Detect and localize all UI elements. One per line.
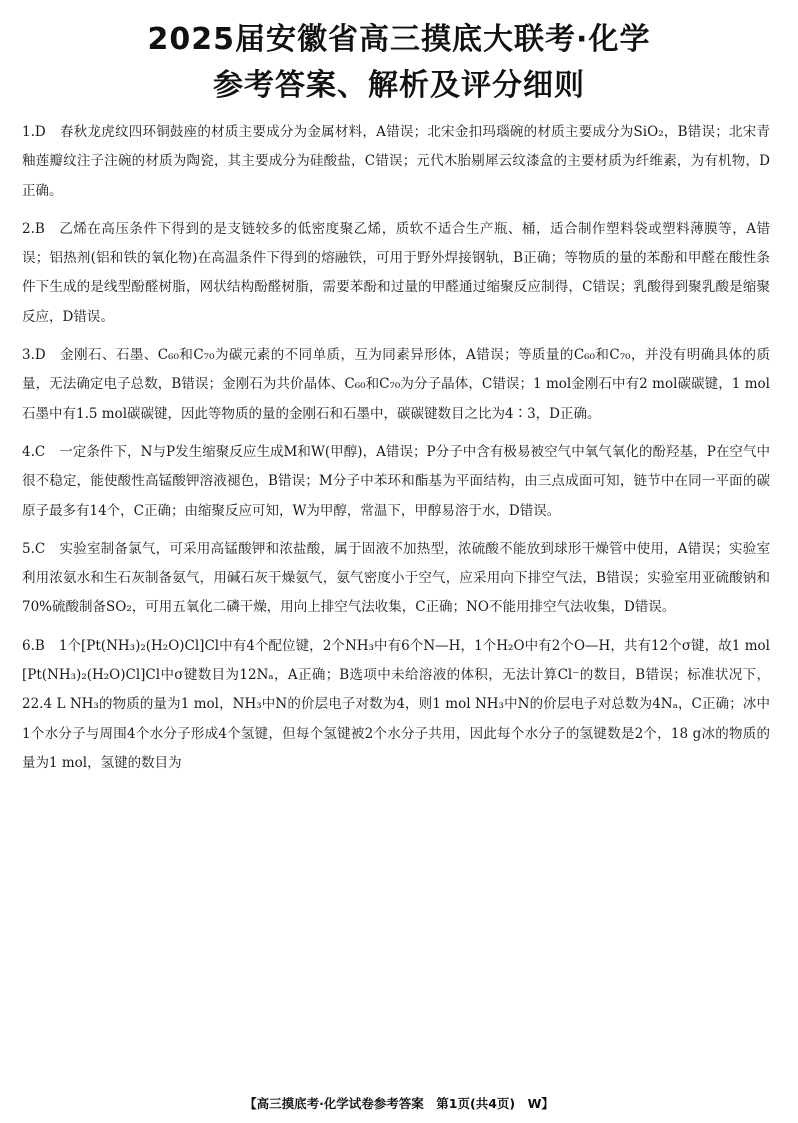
answer-item: [22, 438, 770, 526]
answer-number: 1.D: [22, 124, 46, 140]
answer-item: [22, 341, 770, 429]
answer-item: [22, 535, 770, 623]
answer-number: 4.C: [22, 443, 46, 460]
page-footer: 【高三摸底考·化学试卷参考答案 第1页(共4页) W】: [244, 1096, 554, 1111]
answer-explanation: 一定条件下，N与P发生缩聚反应生成M和W(甲醇)，A错误；P分子中含有极易被空气中氧气氧化的酚羟基，P在空气中很不稳定，能使酸性高锰酸钾溶液褪色，B错误；M分子中苯环和酯基为平面结构，由三点成面可知，链节中在同一平面的碳原子最多有14个，C正确；由缩聚反应可知，W为甲醇，常温下，甲醇易溶于水，D错误。: [22, 443, 770, 519]
answer-list: [22, 118, 770, 787]
answer-item: [22, 632, 770, 778]
answer-explanation: 乙烯在高压条件下得到的是支链较多的低密度聚乙烯，质软不适合生产瓶、桶，适合制作塑料袋或塑料薄膜等，A错误；铝热剂(铝和铁的氧化物)在高温条件下得到的熔融铁，可用于野外焊接钢轨，B正确；等物质的量的苯酚和甲醛在酸性条件下生成的是线型酚醛树脂，网状结构酚醛树脂，需要苯酚和过量的甲醛通过缩聚反应制得，C错误；乳酸得到聚乳酸是缩聚反应，D错误。: [22, 220, 770, 325]
answer-number: 2.B: [22, 220, 45, 237]
answer-item: [22, 215, 770, 332]
answer-explanation: 实验室制备氯气，可采用高锰酸钾和浓盐酸，属于固液不加热型，浓硫酸不能放到球形干燥管中使用，A错误；实验室利用浓氨水和生石灰制备氨气，用碱石灰干燥氨气，氨气密度小于空气，应采用向下排空气法，B错误；实验室用亚硫酸钠和70%硫酸制备SO₂，可用五氧化二磷干燥，用向上排空气法收集，C正确；NO不能用排空气法收集，D错误。: [22, 540, 770, 616]
answer-number: 5.C: [22, 540, 46, 557]
answer-explanation: 金刚石、石墨、C₆₀和C₇₀为碳元素的不同单质，互为同素异形体，A错误；等质量的C₆₀和C₇₀，并没有明确具体的质量，无法确定电子总数，B错误；金刚石为共价晶体、C₆₀和C₇₀为分子晶体，C错误；1 mol金刚石中有2 mol碳碳键，1 mol石墨中有1.5 mol碳碳键，因此等物质的量的金刚石和石墨中，碳碳键数目之比为4∶3，D正确。: [22, 347, 770, 422]
answer-item: [22, 118, 770, 206]
answer-number: 3.D: [22, 347, 46, 364]
page-subtitle: 参考答案、解析及评分细则: [213, 68, 585, 103]
answer-number: 6.B: [22, 637, 45, 654]
page-title: 2025届安徽省高三摸底大联考·化学: [147, 22, 651, 57]
answer-explanation: 1个[Pt(NH₃)₂(H₂O)Cl]Cl中有4个配位键，2个NH₃中有6个N—H，1个H₂O中有2个O—H，共有12个σ键，故1 mol [Pt(NH₃)₂(H₂O)Cl]Cl中σ键数目为12Nₐ，A正确；B选项中未给溶液的体积，无法计算Cl⁻的数目，B错误；标准状况下，22.4 L NH₃的物质的量为1 mol，NH₃中N的价层电子对数为4，则1 mol NH₃中N的价层电子对总数为4Nₐ，C正确；冰中1个水分子与周围4个水分子形成4个氢键，但每个氢键被2个水分子共用，因此每个水分子的氢键数是2个，18 g冰的物质的量为1 mol，氢键的数目为: [22, 637, 770, 771]
answer-explanation: 春秋龙虎纹四环铜鼓座的材质主要成分为金属材料，A错误；北宋金扣玛瑙碗的材质主要成分为SiO₂，B错误；北宋青釉莲瓣纹注子注碗的材质为陶瓷，其主要成分为硅酸盐，C错误；元代木胎剔犀云纹漆盒的主要材质为纤维素，为有机物，D正确。: [22, 124, 770, 199]
